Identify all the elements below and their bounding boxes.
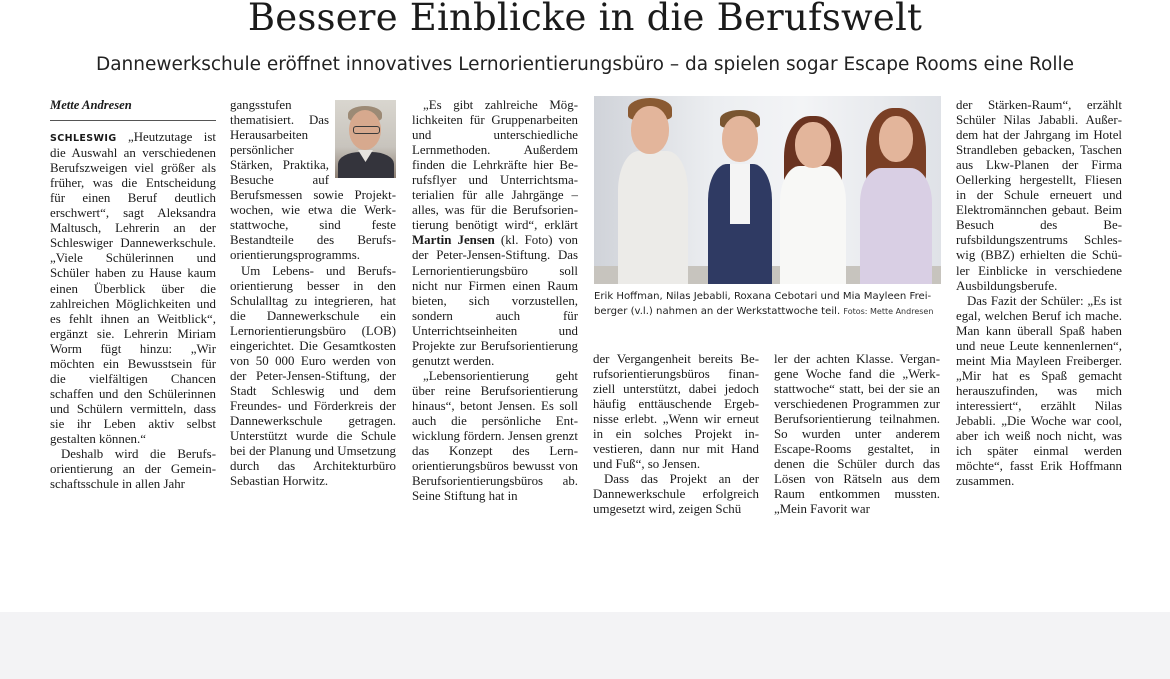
article-column-2 [230, 98, 396, 489]
paragraph: ler der achten Klasse. Vergangene Woche fand die „Werkstattwoche“ statt, bei der sie an verschiedenen Programmen zur Berufsorientierung teilnahmen. So wurden unter anderem Escape-Rooms gestaltet, in denen die Schüler durch das Lösen von Rätseln aus dem Raum entkommen mussten. „Mein Favorit war [774, 352, 940, 517]
photo-credit: Fotos: Mette Andresen [843, 307, 934, 316]
photo-caption [594, 289, 942, 319]
paragraph: Um Lebens- und Berufsorientierung besser in den Schulalltag zu integrieren, hat die Dannewerkschule ein Lernorientierungsbüro (LOB) eingerichtet. Die Gesamtkosten von 50 000 Euro werden von der Peter-Jensen-Stiftung, der Stadt Schleswig und dem Freundes- und Förderkreis der Dannewerkschule getragen. Unterstützt wurde die Schule bei der Planung und Umsetzung durch das Architekturbüro Sebastian Horwitz. [230, 263, 396, 489]
paragraph: der Vergangenheit bereits Berufsorientierungsbüros finanziell unterstützt, dabei jedoch häufig enttäuschende Ergebnisse erlebt. „Wenn wir erneut in ein solches Projekt investieren, dann nur mit Hand und Fuß“, so Jensen. [593, 352, 759, 472]
portrait-photo-martin-jensen [335, 100, 396, 178]
headline: Bessere Einblicke in die Berufswelt [247, 0, 923, 39]
paragraph: „Heutzutage ist die Auswahl an verschiedenen Berufszweigen viel größer als früher, was die Entscheidung für einen Beruf deutlich erschwert“, sagt Aleksandra Maltusch, Lehrerin an der Schleswiger Dannewerkschule. „Viele Schülerinnen und Schüler haben zu Hause kaum einen Überblick über die zahlreichen Möglichkeiten und es fehlt ihnen an Weitblick“, ergänzt sie. Lehrerin Miriam Worm fügt hinzu: „Wir möchten ein Bewusstsein für die vielfältigen Chancen schaffen und den Schülerinnen und Schülern vermitteln, dass sie ihr Leben aktiv selbst gestalten können.“ [50, 130, 216, 446]
group-photo-students [594, 96, 941, 284]
paragraph: „Lebensorientierung geht über reine Berufsorientierung hinaus“, betont Jensen. Es soll auch die persönliche Entwicklung fördern. Jensen grenzt das Konzept des Lernorientierungsbüros bewusst von Berufsorientierungsbüros ab. Seine Stiftung hat in [412, 368, 578, 504]
paragraph: Dass das Projekt an der Dannewerkschule erfolgreich umgesetzt wird, zeigen Schü [593, 472, 759, 517]
paragraph-text: „Es gibt zahlreiche Möglichkeiten für Gruppenarbeiten und unterschiedliche Lernmethoden. Außerdem finden die Lehrkräfte hier Berufsflyer und Unterrichtsmaterialien für alle Jahrgänge – alles, was für die Berufsorientierung benötigt wird“, erklärt [412, 98, 578, 233]
dateline: SCHLESWIG [50, 133, 117, 145]
article-column-3 [412, 98, 578, 504]
article-column-4 [593, 352, 759, 518]
paragraph: gangsstufen thematisiert. Das Herausarbeiten persönlicher Stärken, Praktika, Besuche auf Berufsmessen sowie Projektwochen, wie etwa die Werkstattwoche, sind feste Bestandteile des Berufsorientierungsprogramms. [230, 98, 396, 263]
paragraph: Deshalb wird die Berufsorientierung an der Gemeinschaftsschule in allen Jahr [50, 447, 216, 492]
paragraph: Das Fazit der Schüler: „Es ist egal, welchen Beruf ich mache. Man kann überall Spaß haben und neue Leute kennenlernen“, meint Mia Mayleen Freiberger. „Mir hat es Spaß gemacht herauszufinden, was mich interessiert“, erzählt Nilas Jebabli. „Die Woche war cool, aber ich weiß noch nicht, was ich später einmal werden möchte“, fasst Erik Hoffmann zusammen. [956, 293, 1122, 489]
paragraph-text: (kl. Foto) von der Peter-Jensen-Stiftung. Das Lernorientierungsbüro soll nicht nur Firmen einen Raum bieten, sich vorzustellen, sondern auch für Unterrichtseinheiten und Projekte zur Berufsorientierung genutzt werden. [412, 233, 578, 368]
subheadline: Dannewerkschule eröffnet innovatives Lernorientierungsbüro – da spielen sogar Escape Rooms eine Rolle [95, 54, 1075, 75]
article-column-1 [50, 98, 216, 492]
caption-text: Erik Hoffman, Nilas Jebabli, Roxana Cebotari und Mia Mayleen Freiberger (v.l.) nahmen an der Werkstattwoche teil. [594, 291, 932, 317]
paragraph: der Stärken-Raum“, erzählt Schüler Nilas Jababli. Außerdem hat der Jahrgang im Hotel Strandleben gebacken, Taschen aus Lkw-Planen der Firma Oellerking hergestellt, Fliesen in der Schule erneuert und Elektromännchen gebaut. Beim Besuch des Berufsbildungszentrums Schleswig (BBZ) erhielten die Schüler Einblicke in verschiedene Ausbildungsberufe. [956, 98, 1122, 293]
highlighted-name: Martin Jensen [412, 233, 495, 248]
article-column-5 [774, 352, 940, 518]
article-column-6 [956, 98, 1122, 489]
author-byline: Mette Andresen [50, 98, 216, 121]
